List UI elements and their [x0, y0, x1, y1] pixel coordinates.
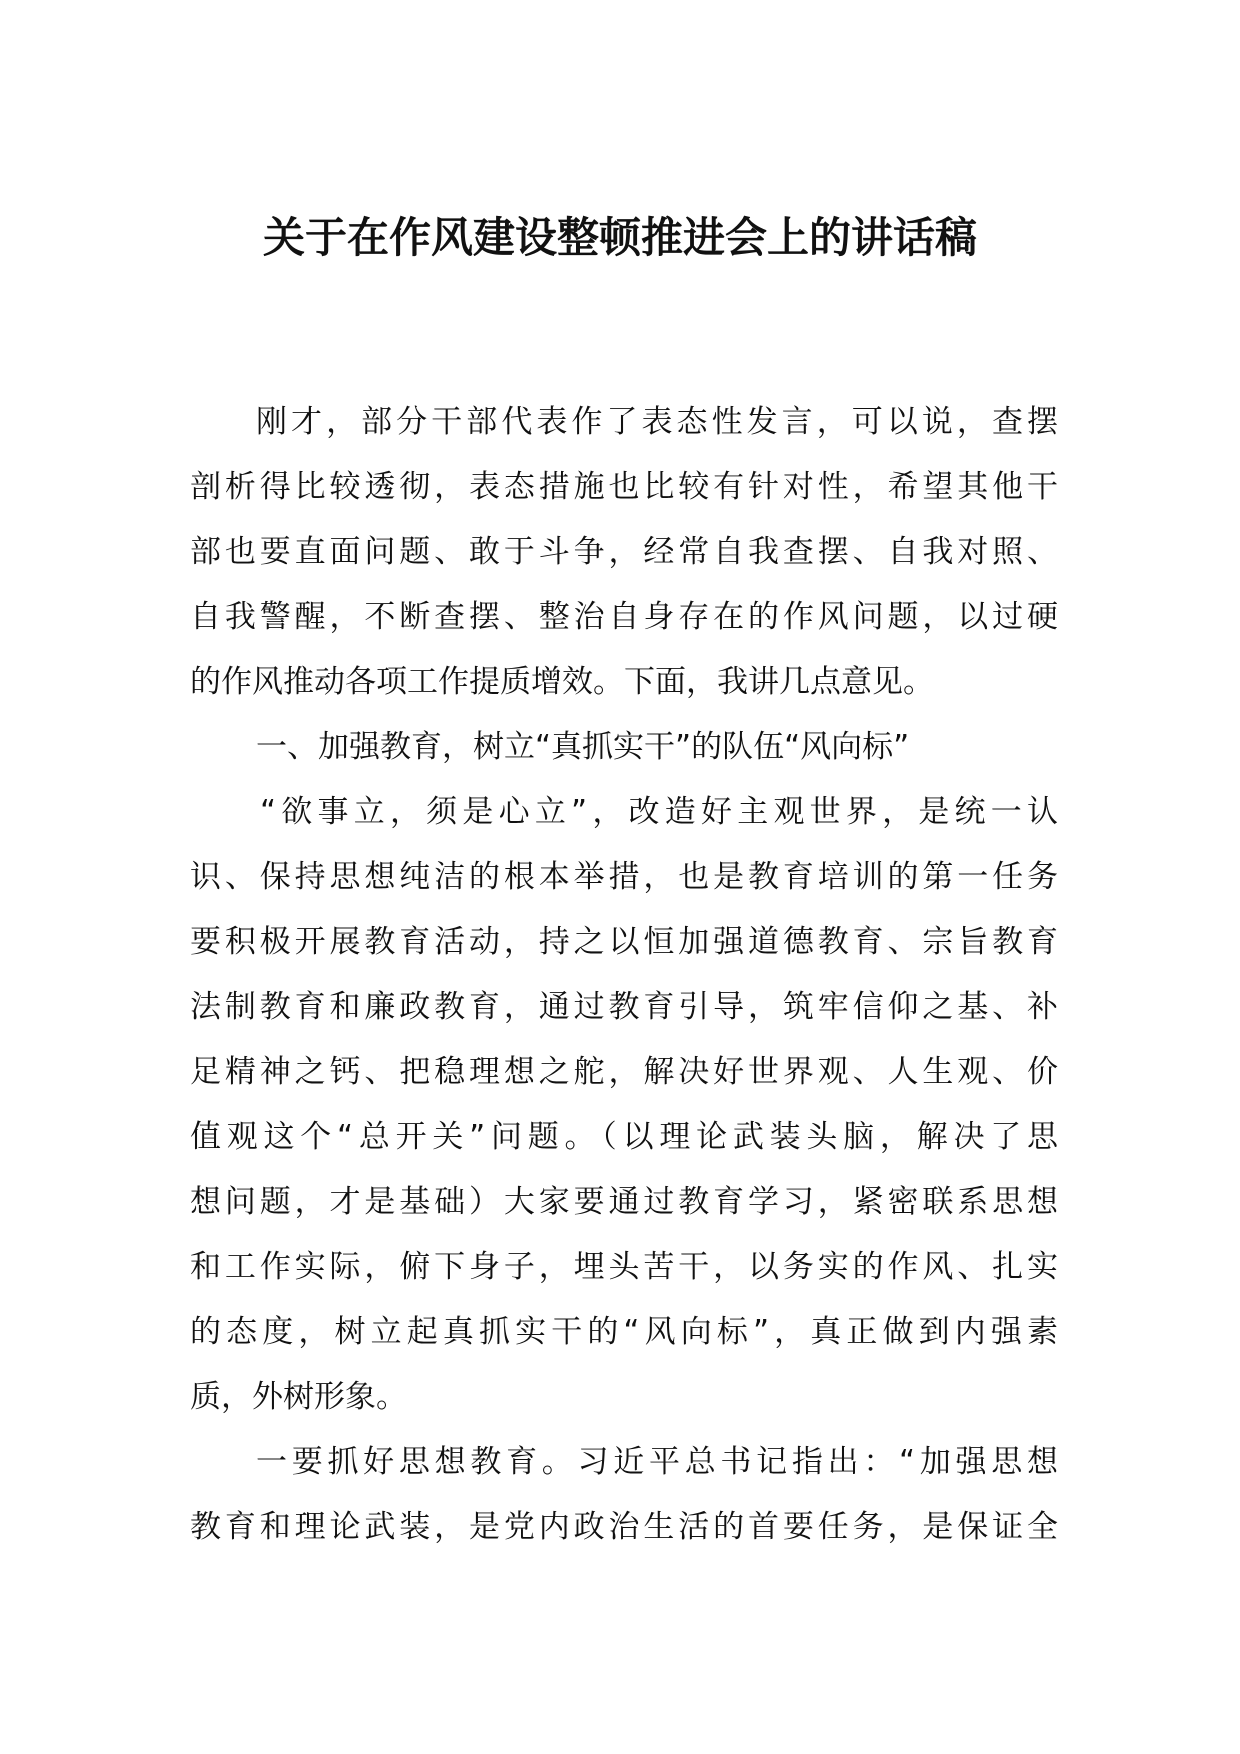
paragraph-line: 教育和理论武装，是党内政治生活的首要任务，是保证全: [190, 1509, 1058, 1545]
paragraph-line: 刚才，部分干部代表作了表态性发言，可以说，查摆: [256, 404, 1058, 440]
document-title: 关于在作风建设整顿推进会上的讲话稿: [262, 213, 977, 262]
paragraph-line: 识、保持思想纯洁的根本举措，也是教育培训的第一任务: [190, 859, 1058, 895]
section-heading: 一、加强教育，树立“真抓实干”的队伍“风向标”: [256, 729, 910, 765]
paragraph-line: 法制教育和廉政教育，通过教育引导，筑牢信仰之基、补: [190, 989, 1058, 1025]
paragraph-line: “欲事立，须是心立”，改造好主观世界，是统一认: [260, 794, 1058, 830]
paragraph-line: 足精神之钙、把稳理想之舵，解决好世界观、人生观、价: [190, 1054, 1058, 1090]
paragraph-line: 的作风推动各项工作提质增效。下面，我讲几点意见。: [190, 664, 934, 700]
paragraph-line: 部也要直面问题、敢于斗争，经常自我查摆、自我对照、: [190, 534, 1058, 570]
paragraph-line: 和工作实际，俯下身子，埋头苦干，以务实的作风、扎实: [190, 1249, 1058, 1285]
paragraph-line: 要积极开展教育活动，持之以恒加强道德教育、宗旨教育: [190, 924, 1058, 960]
paragraph-line: 值观这个“总开关”问题。（以理论武装头脑，解决了思: [190, 1119, 1058, 1155]
paragraph-line: 自我警醒，不断查摆、整治自身存在的作风问题，以过硬: [190, 599, 1058, 635]
paragraph-line: 的态度，树立起真抓实干的“风向标”，真正做到内强素: [190, 1314, 1058, 1350]
document-body: [190, 390, 1058, 1560]
paragraph-line: 剖析得比较透彻，表态措施也比较有针对性，希望其他干: [190, 469, 1058, 505]
paragraph-line: 想问题，才是基础）大家要通过教育学习，紧密联系思想: [190, 1184, 1058, 1220]
paragraph-line: 一要抓好思想教育。习近平总书记指出：“加强思想: [256, 1444, 1058, 1480]
paragraph-line: 质，外树形象。: [190, 1379, 407, 1415]
